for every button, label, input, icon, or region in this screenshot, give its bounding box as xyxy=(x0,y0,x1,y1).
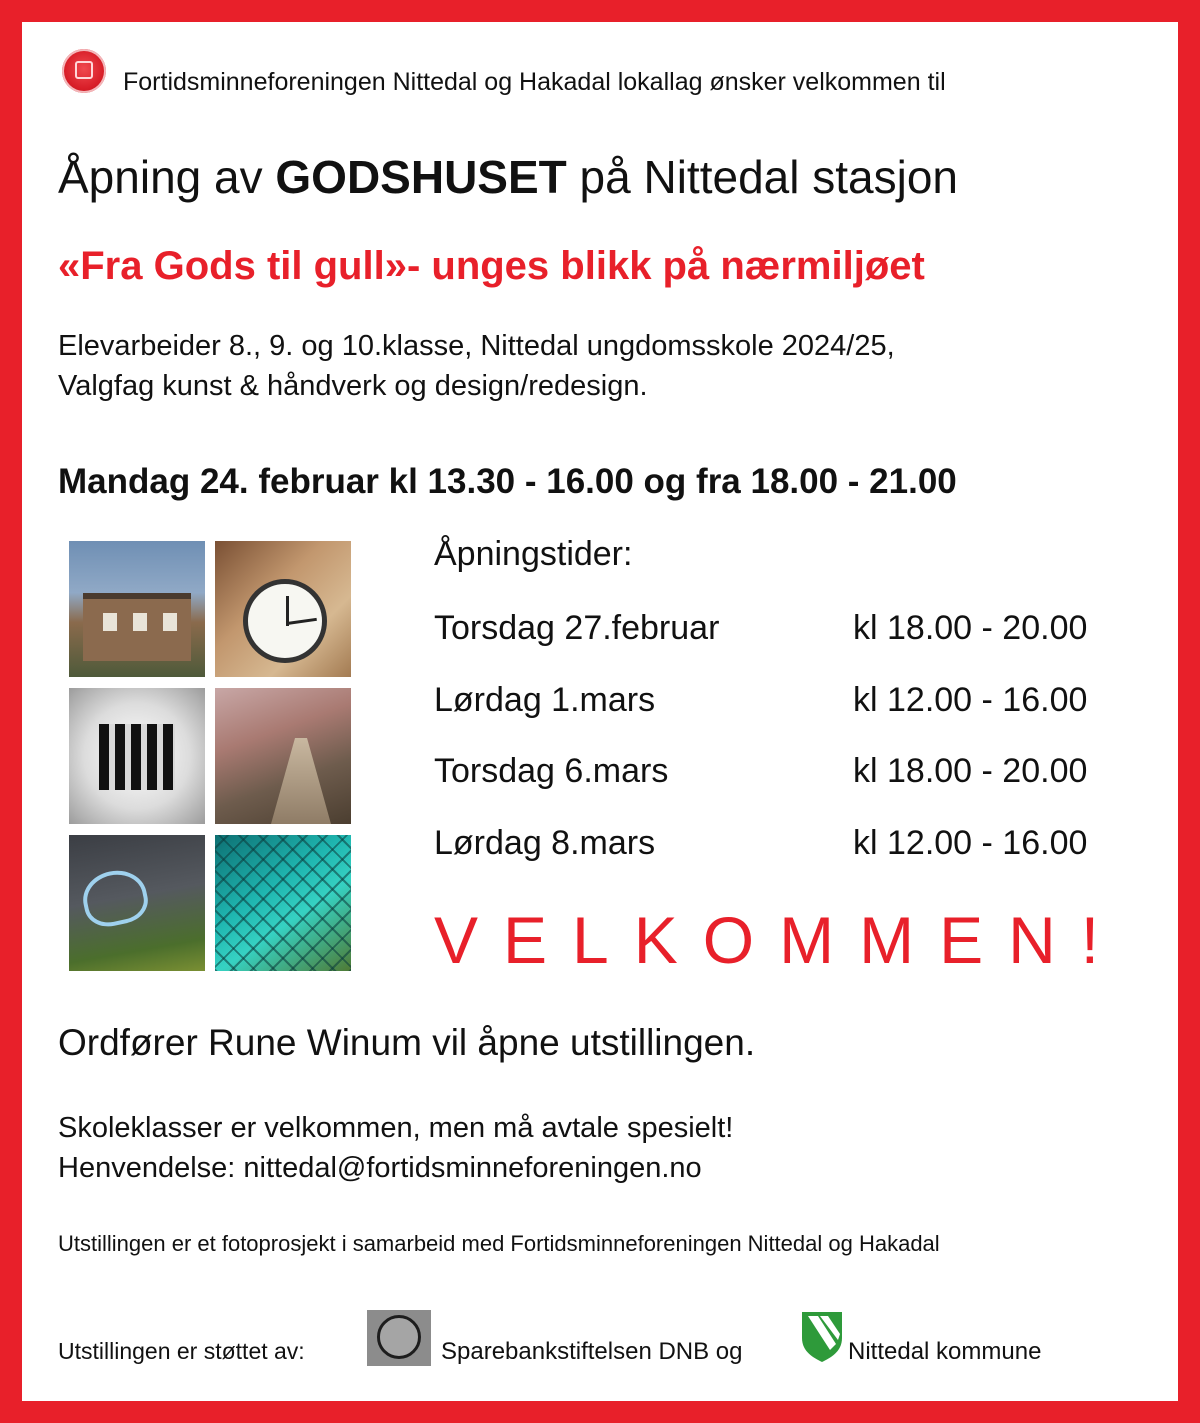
subtitle: «Fra Gods til gull»- unges blikk på nærmiljøet xyxy=(58,244,925,288)
net-pattern xyxy=(215,835,351,971)
hours-time: kl 18.00 - 20.00 xyxy=(853,752,1088,790)
photo-net xyxy=(215,835,351,971)
house-shape xyxy=(83,593,191,661)
photo-grate xyxy=(69,688,205,824)
description-line-1: Elevarbeider 8., 9. og 10.klasse, Nittedal ungdomsskole 2024/25, xyxy=(58,330,895,362)
title-bold: GODSHUSET xyxy=(275,151,567,203)
photo-house xyxy=(69,541,205,677)
sponsor-dnb: Sparebankstiftelsen DNB og xyxy=(441,1338,743,1365)
sparebankstiftelsen-logo-icon xyxy=(367,1310,431,1366)
clock-icon xyxy=(243,579,327,663)
intro-text: Fortidsminneforeningen Nittedal og Hakadal lokallag ønsker velkommen til xyxy=(123,68,946,96)
project-note: Utstillingen er et fotoprosjekt i samarbeid med Fortidsminneforeningen Nittedal og Hakadal xyxy=(58,1231,940,1256)
nittedal-kommune-logo-icon xyxy=(800,1310,844,1362)
grate-shape xyxy=(99,724,175,790)
title-suffix: på Nittedal stasjon xyxy=(579,151,958,203)
hours-day: Torsdag 6.mars xyxy=(434,752,669,790)
opening-hours-label: Åpningstider: xyxy=(434,535,633,573)
hours-time: kl 18.00 - 20.00 xyxy=(853,609,1088,647)
support-label: Utstillingen er støttet av: xyxy=(58,1338,305,1364)
fortidsminneforeningen-seal-icon xyxy=(62,49,106,93)
photo-heart-wall xyxy=(69,835,205,971)
page-title xyxy=(58,150,958,204)
title-prefix: Åpning av xyxy=(58,151,263,203)
school-text: Skoleklasser er velkommen, men må avtale spesielt! xyxy=(58,1112,734,1144)
photo-clock xyxy=(215,541,351,677)
path-shape xyxy=(271,738,331,824)
photo-path xyxy=(215,688,351,824)
hours-day: Torsdag 27.februar xyxy=(434,609,720,647)
heart-icon xyxy=(78,865,152,931)
hours-time: kl 12.00 - 16.00 xyxy=(853,824,1088,862)
event-date: Mandag 24. februar kl 13.30 - 16.00 og fra 18.00 - 21.00 xyxy=(58,462,957,501)
hours-time: kl 12.00 - 16.00 xyxy=(853,681,1088,719)
description xyxy=(58,326,895,406)
description-line-2: Valgfag kunst & håndverk og design/redesign. xyxy=(58,370,648,402)
opener-text: Ordfører Rune Winum vil åpne utstillingen. xyxy=(58,1022,756,1063)
welcome-heading: VELKOMMEN! xyxy=(434,903,1125,977)
hours-day: Lørdag 1.mars xyxy=(434,681,656,719)
hours-day: Lørdag 8.mars xyxy=(434,824,656,862)
contact-email: Henvendelse: nittedal@fortidsminneforeningen.no xyxy=(58,1152,702,1184)
sponsor-kommune: Nittedal kommune xyxy=(848,1338,1042,1365)
